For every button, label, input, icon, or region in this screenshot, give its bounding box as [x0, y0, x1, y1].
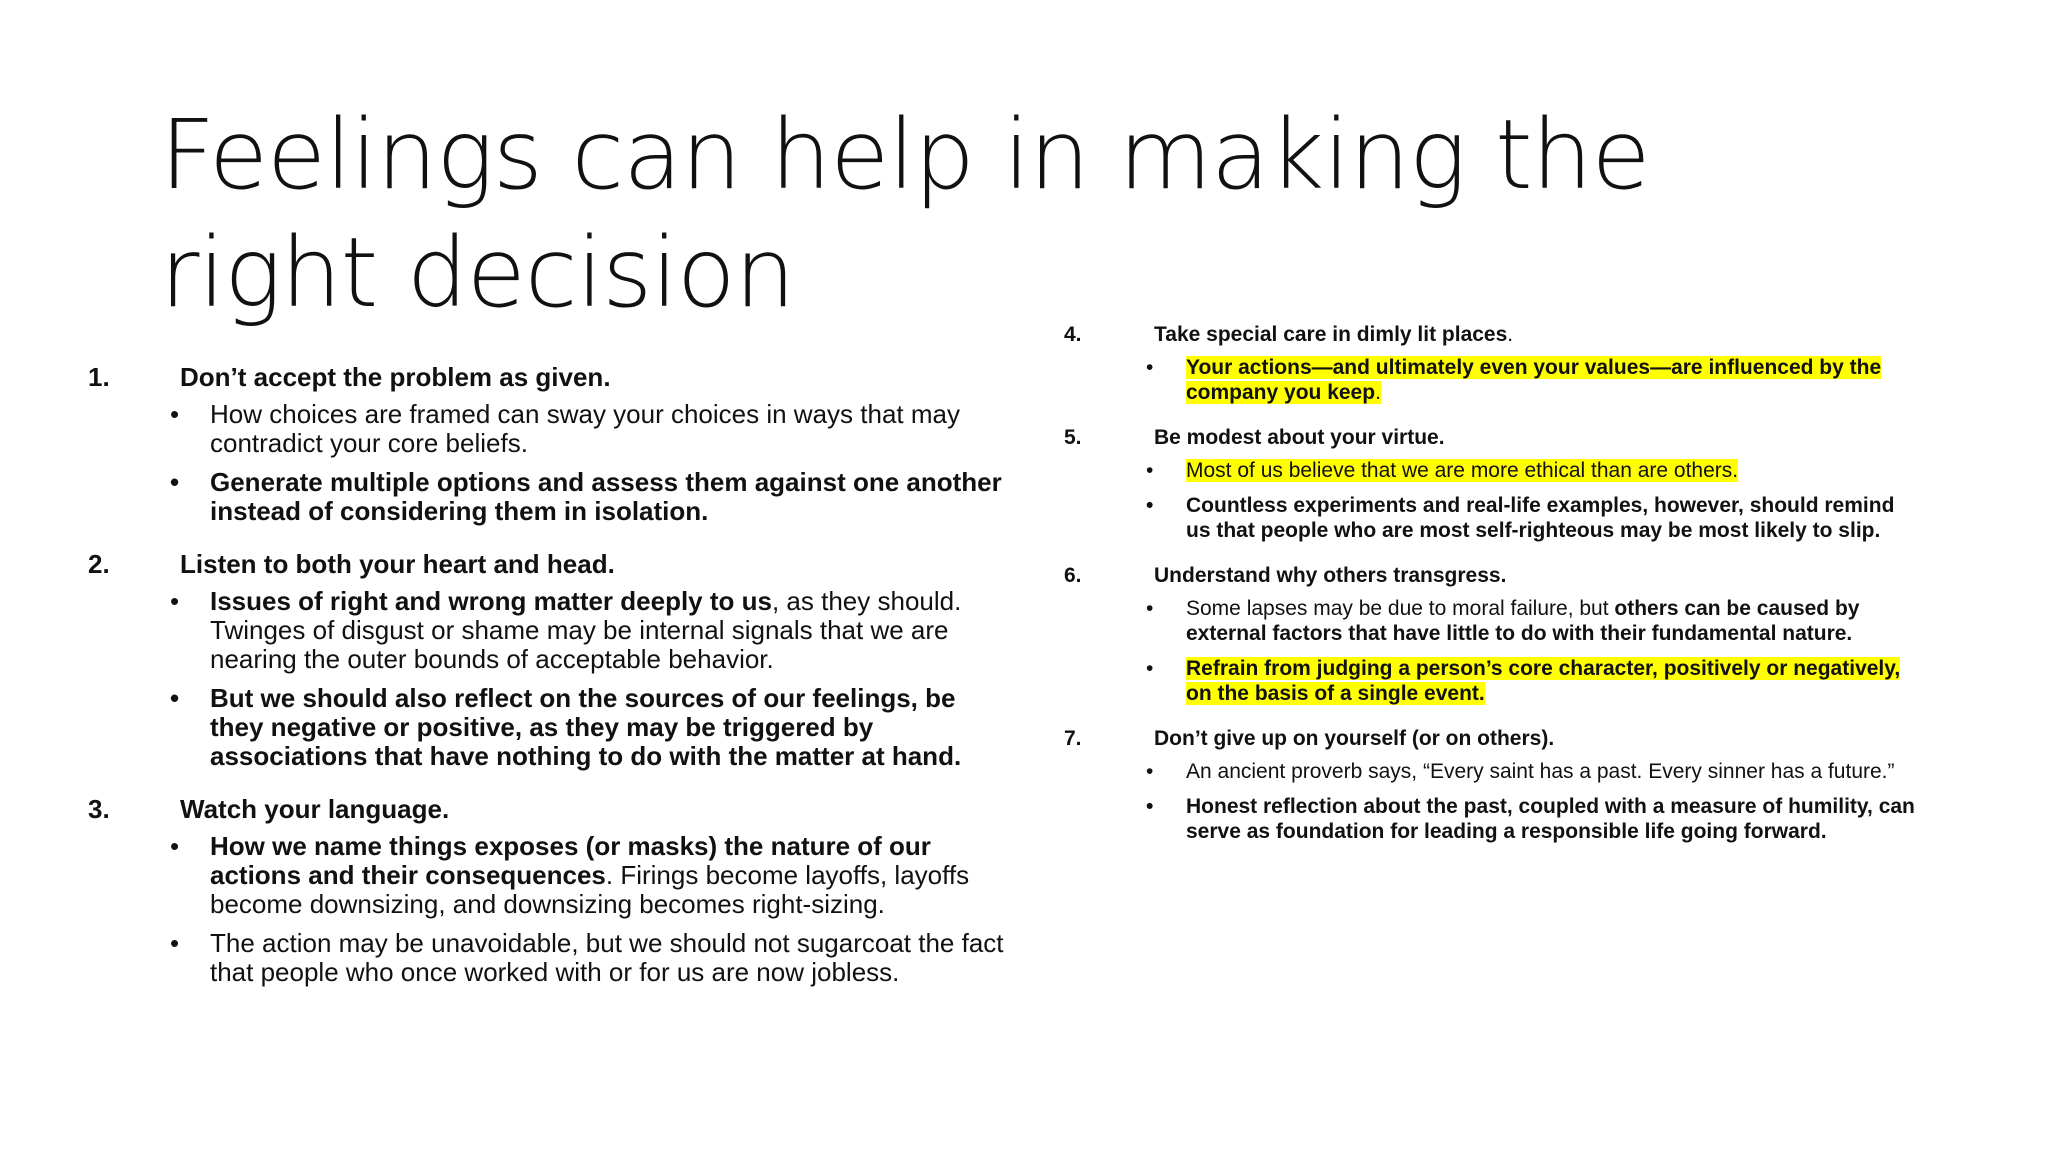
- bullet-text: Some lapses may be due to moral failure, but: [1186, 597, 1615, 620]
- bullet-dot-icon: •: [170, 683, 180, 713]
- bullet-item: [88, 684, 1008, 771]
- bullet-text: Honest reflection about the past, coupled with a measure of humility, can serve as foundation for leading a responsible life going forward.: [1186, 795, 1915, 843]
- bullet-dot-icon: •: [170, 467, 180, 497]
- item-number: 2.: [88, 549, 110, 579]
- item-number: 3.: [88, 794, 110, 824]
- bullet-dot-icon: •: [170, 831, 180, 861]
- bullet-list: [1064, 596, 1924, 706]
- bullet-list: [1064, 759, 1924, 844]
- item-heading: [88, 548, 1008, 580]
- bullet-dot-icon: •: [1146, 795, 1154, 818]
- bullet-dot-icon: •: [1146, 597, 1154, 620]
- item-heading-text: Don’t accept the problem as given.: [180, 362, 611, 392]
- item-heading: [88, 361, 1008, 393]
- bullet-list: [1064, 355, 1924, 405]
- bullet-item: [1064, 759, 1924, 784]
- item-heading-text: Be modest about your virtue.: [1154, 426, 1445, 449]
- bullet-text: How choices are framed can sway your choices in ways that may contradict your core beliefs.: [210, 399, 960, 458]
- bullet-item: [1064, 493, 1924, 543]
- bullet-dot-icon: •: [170, 586, 180, 616]
- item-heading: [1064, 563, 1924, 589]
- list-item-5: [1064, 425, 1924, 543]
- highlighted-text: Your actions—and ultimately even your values—are influenced by the company you keep: [1186, 356, 1882, 404]
- bullet-dot-icon: •: [1146, 494, 1154, 517]
- right-column: [1064, 322, 1924, 864]
- bullet-text: Countless experiments and real-life examples, however, should remind us that people who are most self-righteous may be most likely to slip.: [1186, 494, 1895, 542]
- list-item-1: [88, 361, 1008, 526]
- item-heading: [1064, 322, 1924, 348]
- highlighted-text-tail: .: [1375, 381, 1381, 404]
- item-heading-text: Take special care in dimly lit places: [1154, 323, 1508, 346]
- list-item-7: [1064, 726, 1924, 844]
- bullet-list: [88, 832, 1008, 987]
- bullet-text: Generate multiple options and assess them against one another instead of considering them in isolation.: [210, 467, 1002, 526]
- bullet-text-bold: others can be caused by external factors that have little to do with their fundamental nature.: [1186, 597, 1860, 645]
- slide-title: Feelings can help in making the right decision: [160, 99, 1650, 329]
- bullet-item: [88, 587, 1008, 674]
- item-heading: [1064, 425, 1924, 451]
- item-heading: [1064, 726, 1924, 752]
- item-number: 7.: [1064, 727, 1082, 750]
- item-number: 5.: [1064, 426, 1082, 449]
- highlighted-text: Refrain from judging a person’s core character, positively or negatively, on the basis of a single event.: [1186, 657, 1901, 705]
- highlighted-text: Most of us believe that we are more ethical than are others.: [1186, 459, 1739, 482]
- bullet-item: [1064, 794, 1924, 844]
- bullet-text: But we should also reflect on the sources of our feelings, be they negative or positive, as they may be triggered by associations that have nothing to do with the matter at hand.: [210, 683, 962, 771]
- item-heading-text: Watch your language.: [180, 794, 450, 824]
- bullet-item: [88, 929, 1008, 987]
- bullet-dot-icon: •: [1146, 657, 1154, 680]
- bullet-text-bold: Issues of right and wrong matter deeply to us: [210, 586, 772, 616]
- item-heading: [88, 793, 1008, 825]
- item-number: 6.: [1064, 564, 1082, 587]
- bullet-dot-icon: •: [170, 928, 180, 958]
- bullet-item: [1064, 596, 1924, 646]
- bullet-item: [1064, 656, 1924, 706]
- item-heading-tail: .: [1507, 323, 1514, 346]
- bullet-text: The action may be unavoidable, but we should not sugarcoat the fact that people who once worked with or for us are now jobless.: [210, 928, 1004, 987]
- list-item-2: [88, 548, 1008, 771]
- bullet-item: [88, 400, 1008, 458]
- list-item-6: [1064, 563, 1924, 706]
- item-heading-text: Listen to both your heart and head.: [180, 549, 615, 579]
- item-number: 1.: [88, 362, 110, 392]
- bullet-dot-icon: •: [170, 399, 180, 429]
- bullet-item: [88, 832, 1008, 919]
- item-heading-text: Don’t give up on yourself (or on others).: [1154, 727, 1555, 750]
- bullet-list: [1064, 458, 1924, 543]
- left-column: [88, 361, 1008, 1009]
- bullet-list: [88, 587, 1008, 771]
- bullet-text-bold: How we name things exposes (or masks) the nature of our actions and their consequences: [210, 831, 931, 890]
- bullet-text: , as they should. Twinges of disgust or shame may be internal signals that we are nearing the outer bounds of acceptable behavior.: [210, 586, 962, 674]
- list-item-4: [1064, 322, 1924, 405]
- list-item-3: [88, 793, 1008, 987]
- bullet-text: An ancient proverb says, “Every saint has a past. Every sinner has a future.”: [1186, 760, 1895, 783]
- bullet-dot-icon: •: [1146, 356, 1154, 379]
- bullet-dot-icon: •: [1146, 760, 1154, 783]
- bullet-dot-icon: •: [1146, 459, 1154, 482]
- item-number: 4.: [1064, 323, 1082, 346]
- item-heading-text: Understand why others transgress.: [1154, 564, 1507, 587]
- bullet-item: [88, 468, 1008, 526]
- bullet-item: [1064, 458, 1924, 483]
- bullet-text: . Firings become layoffs, layoffs become downsizing, and downsizing becomes right-sizing.: [210, 860, 970, 919]
- bullet-item: [1064, 355, 1924, 405]
- bullet-list: [88, 400, 1008, 526]
